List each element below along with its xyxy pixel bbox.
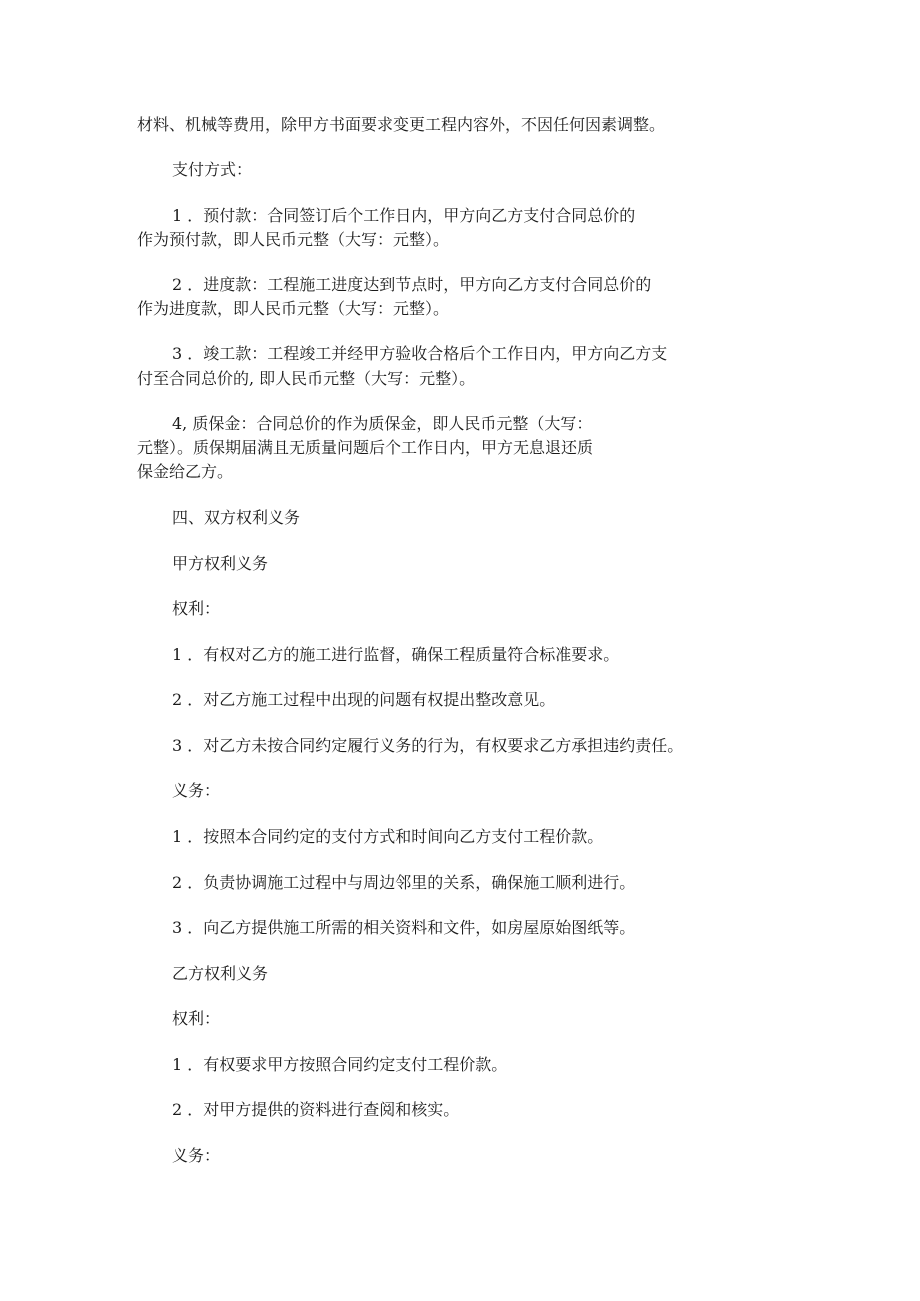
paragraph-line: 2 ．进度款：工程施工进度达到节点时，甲方向乙方支付合同总价的 bbox=[172, 275, 652, 294]
list-item: 2 ．对甲方提供的资料进行查阅和核实。 bbox=[172, 1100, 460, 1119]
section-label-payment-method: 支付方式： bbox=[172, 160, 253, 179]
list-item: 2 ．对乙方施工过程中出现的问题有权提出整改意见。 bbox=[172, 690, 556, 709]
subsection-heading-party-b: 乙方权利义务 bbox=[172, 964, 269, 983]
paragraph-line: 保金给乙方。 bbox=[137, 462, 234, 481]
list-item: 3 ．对乙方未按合同约定履行义务的行为，有权要求乙方承担违约责任。 bbox=[172, 736, 684, 755]
list-item: 3 ．向乙方提供施工所需的相关资料和文件，如房屋原始图纸等。 bbox=[172, 918, 636, 937]
list-item: 2 ．负责协调施工过程中与周边邻里的关系，确保施工顺利进行。 bbox=[172, 873, 636, 892]
obligations-label: 义务： bbox=[172, 1146, 221, 1165]
paragraph-line: 材料、机械等费用，除甲方书面要求变更工程内容外，不因任何因素调整。 bbox=[137, 115, 666, 134]
paragraph-line: 4, 质保金：合同总价的作为质保金，即人民币元整（大写： bbox=[172, 414, 593, 433]
paragraph-line: 元整）。质保期届满且无质量问题后个工作日内，甲方无息退还质 bbox=[137, 438, 594, 457]
rights-label: 权利： bbox=[172, 599, 221, 618]
paragraph-line: 1 ．预付款：合同签订后个工作日内，甲方向乙方支付合同总价的 bbox=[172, 206, 636, 225]
paragraph-line: 付至合同总价的, 即人民币元整（大写：元整）。 bbox=[137, 369, 476, 388]
paragraph-line: 作为进度款，即人民币元整（大写：元整）。 bbox=[137, 299, 450, 318]
paragraph-line: 3 ．竣工款：工程竣工并经甲方验收合格后个工作日内，甲方向乙方支 bbox=[172, 344, 668, 363]
rights-label: 权利： bbox=[172, 1009, 221, 1028]
paragraph-line: 作为预付款，即人民币元整（大写：元整）。 bbox=[137, 230, 450, 249]
subsection-heading-party-a: 甲方权利义务 bbox=[172, 554, 269, 573]
section-heading: 四、双方权利义务 bbox=[172, 508, 301, 527]
list-item: 1 ．有权要求甲方按照合同约定支付工程价款。 bbox=[172, 1055, 508, 1074]
obligations-label: 义务： bbox=[172, 781, 221, 800]
list-item: 1 ．按照本合同约定的支付方式和时间向乙方支付工程价款。 bbox=[172, 827, 604, 846]
list-item: 1 ．有权对乙方的施工进行监督，确保工程质量符合标准要求。 bbox=[172, 645, 620, 664]
